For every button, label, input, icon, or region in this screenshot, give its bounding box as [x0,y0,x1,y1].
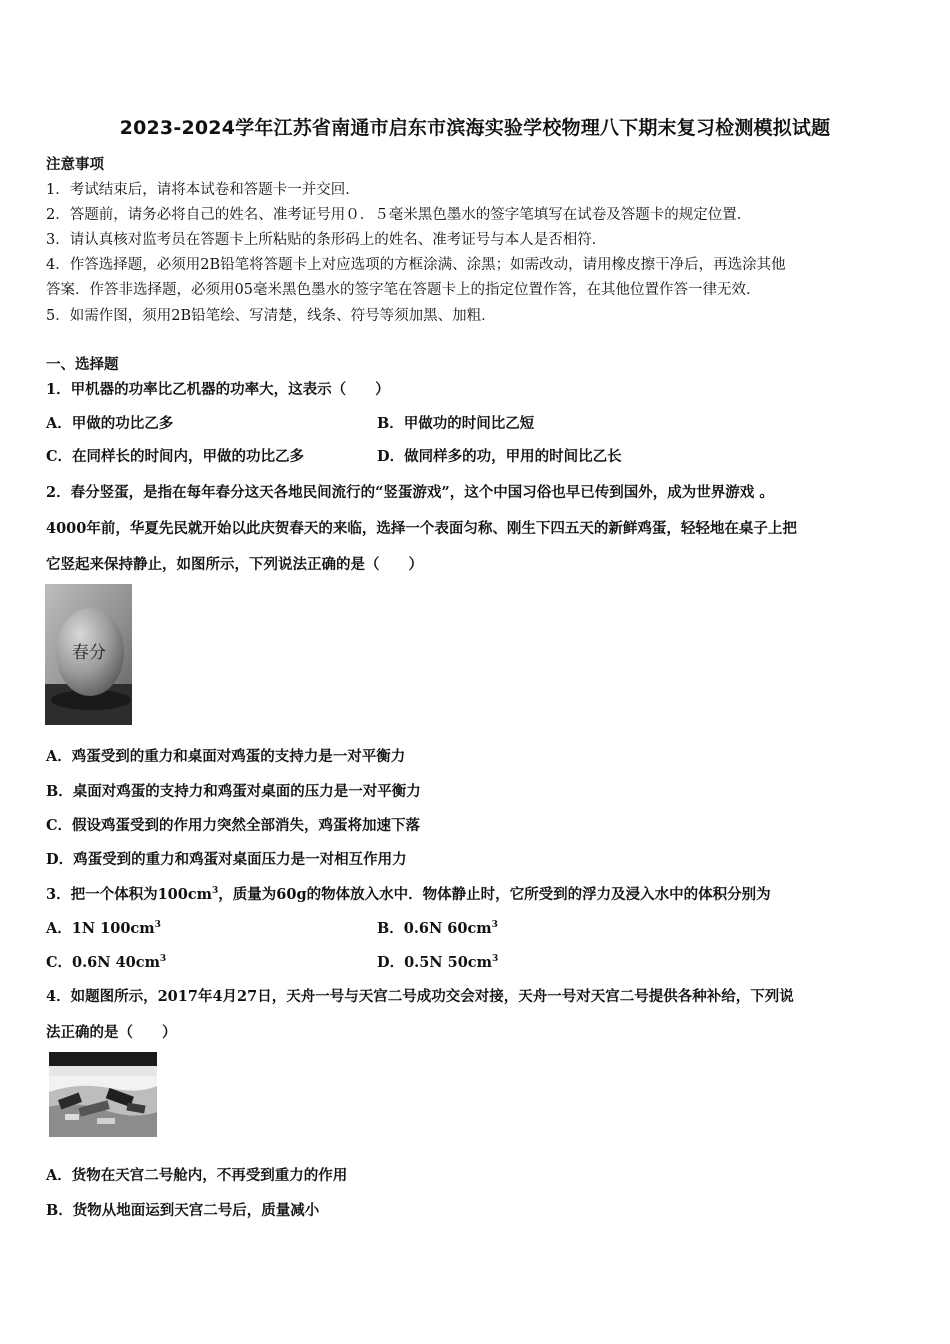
question-4-stem-line: 4．如题图所示，2017年4月27日，天舟一号与天宫二号成功交会对接，天舟一号对天宫二号提供各种补给，下列说 [46,988,794,1005]
question-2-stem-line: 2．春分竖蛋，是指在每年春分这天各地民间流行的“竖蛋游戏”，这个中国习俗也早已传到国外，成为世界游戏 。 [46,484,774,501]
question-1-option-b: B．甲做功的时间比乙短 [377,415,535,432]
question-2-option-d: D．鸡蛋受到的重力和鸡蛋对桌面压力是一对相互作用力 [46,851,407,868]
egg-photo [45,584,132,725]
notice-item: 2．答题前，请务必将自己的姓名、准考证号用０．５毫米黑色墨水的签字笔填写在试卷及答题卡的规定位置． [46,207,752,223]
question-2-stem-line: 它竖起来保持静止，如图所示，下列说法正确的是（ ） [46,556,423,573]
question-3-stem-pre: 3．把一个体积为100cm [46,886,213,903]
question-3-stem-post: ，质量为60g的物体放入水中．物体静止时，它所受到的浮力及浸入水中的体积分别为 [218,886,771,903]
superscript: 3 [212,886,219,897]
notice-heading: 注意事项 [46,156,104,173]
section-heading: 一、选择题 [46,356,119,373]
question-3-option-d: D．0.5N $50cm^3$ [377,954,499,971]
question-4-option-a: A．货物在天宫二号舱内，不再受到重力的作用 [46,1167,348,1184]
egg-label: 春分 [72,643,106,663]
page-title: 2023-2024学年江苏省南通市启东市滨海实验学校物理八下期末复习检测模拟试题 [119,117,831,139]
question-1-option-a: A．甲做的功比乙多 [46,415,174,432]
question-3-option-b: B．0.6N $60cm^3$ [377,920,498,937]
question-1-stem: 1．甲机器的功率比乙机器的功率大，这表示（ ） [46,381,390,398]
notice-item: 5．如需作图，须用2B铅笔绘、写清楚，线条、符号等须加黑、加粗． [46,308,496,324]
question-3-stem [46,883,771,904]
question-1-option-d: D．做同样多的功，甲用的时间比乙长 [377,448,622,465]
notice-item: 3．请认真核对监考员在答题卡上所粘贴的条形码上的姓名、准考证号与本人是否相符． [46,232,607,248]
notice-item: 答案．作答非选择题，必须用05毫米黑色墨水的签字笔在答题卡上的指定位置作答，在其他位置作答一律无效． [46,282,761,298]
question-4-option-b: B．货物从地面运到天宫二号后，质量减小 [46,1202,320,1219]
question-4-stem-line: 法正确的是（ ） [46,1024,177,1041]
question-2-option-c: C．假设鸡蛋受到的作用力突然全部消失，鸡蛋将加速下落 [46,817,421,834]
question-1-option-c: C．在同样长的时间内，甲做的功比乙多 [46,448,305,465]
question-2-option-a: A．鸡蛋受到的重力和桌面对鸡蛋的支持力是一对平衡力 [46,748,406,765]
notice-item: 4．作答选择题，必须用2B铅笔将答题卡上对应选项的方框涂满、涂黑；如需改动，请用橡皮擦干净后，再选涂其他 [46,257,786,273]
spacecraft-docking-photo [49,1052,157,1137]
question-3-option-c: C．0.6N $40cm^3$ [46,954,167,971]
notice-item: 1．考试结束后，请将本试卷和答题卡一并交回． [46,182,360,198]
question-2-option-b: B．桌面对鸡蛋的支持力和鸡蛋对桌面的压力是一对平衡力 [46,783,421,800]
question-2-stem-line: 4000年前，华夏先民就开始以此庆贺春天的来临，选择一个表面匀称、刚生下四五天的新鲜鸡蛋，轻轻地在桌子上把 [46,520,797,537]
question-3-option-a: A．1N $100cm^3$ [46,920,161,937]
